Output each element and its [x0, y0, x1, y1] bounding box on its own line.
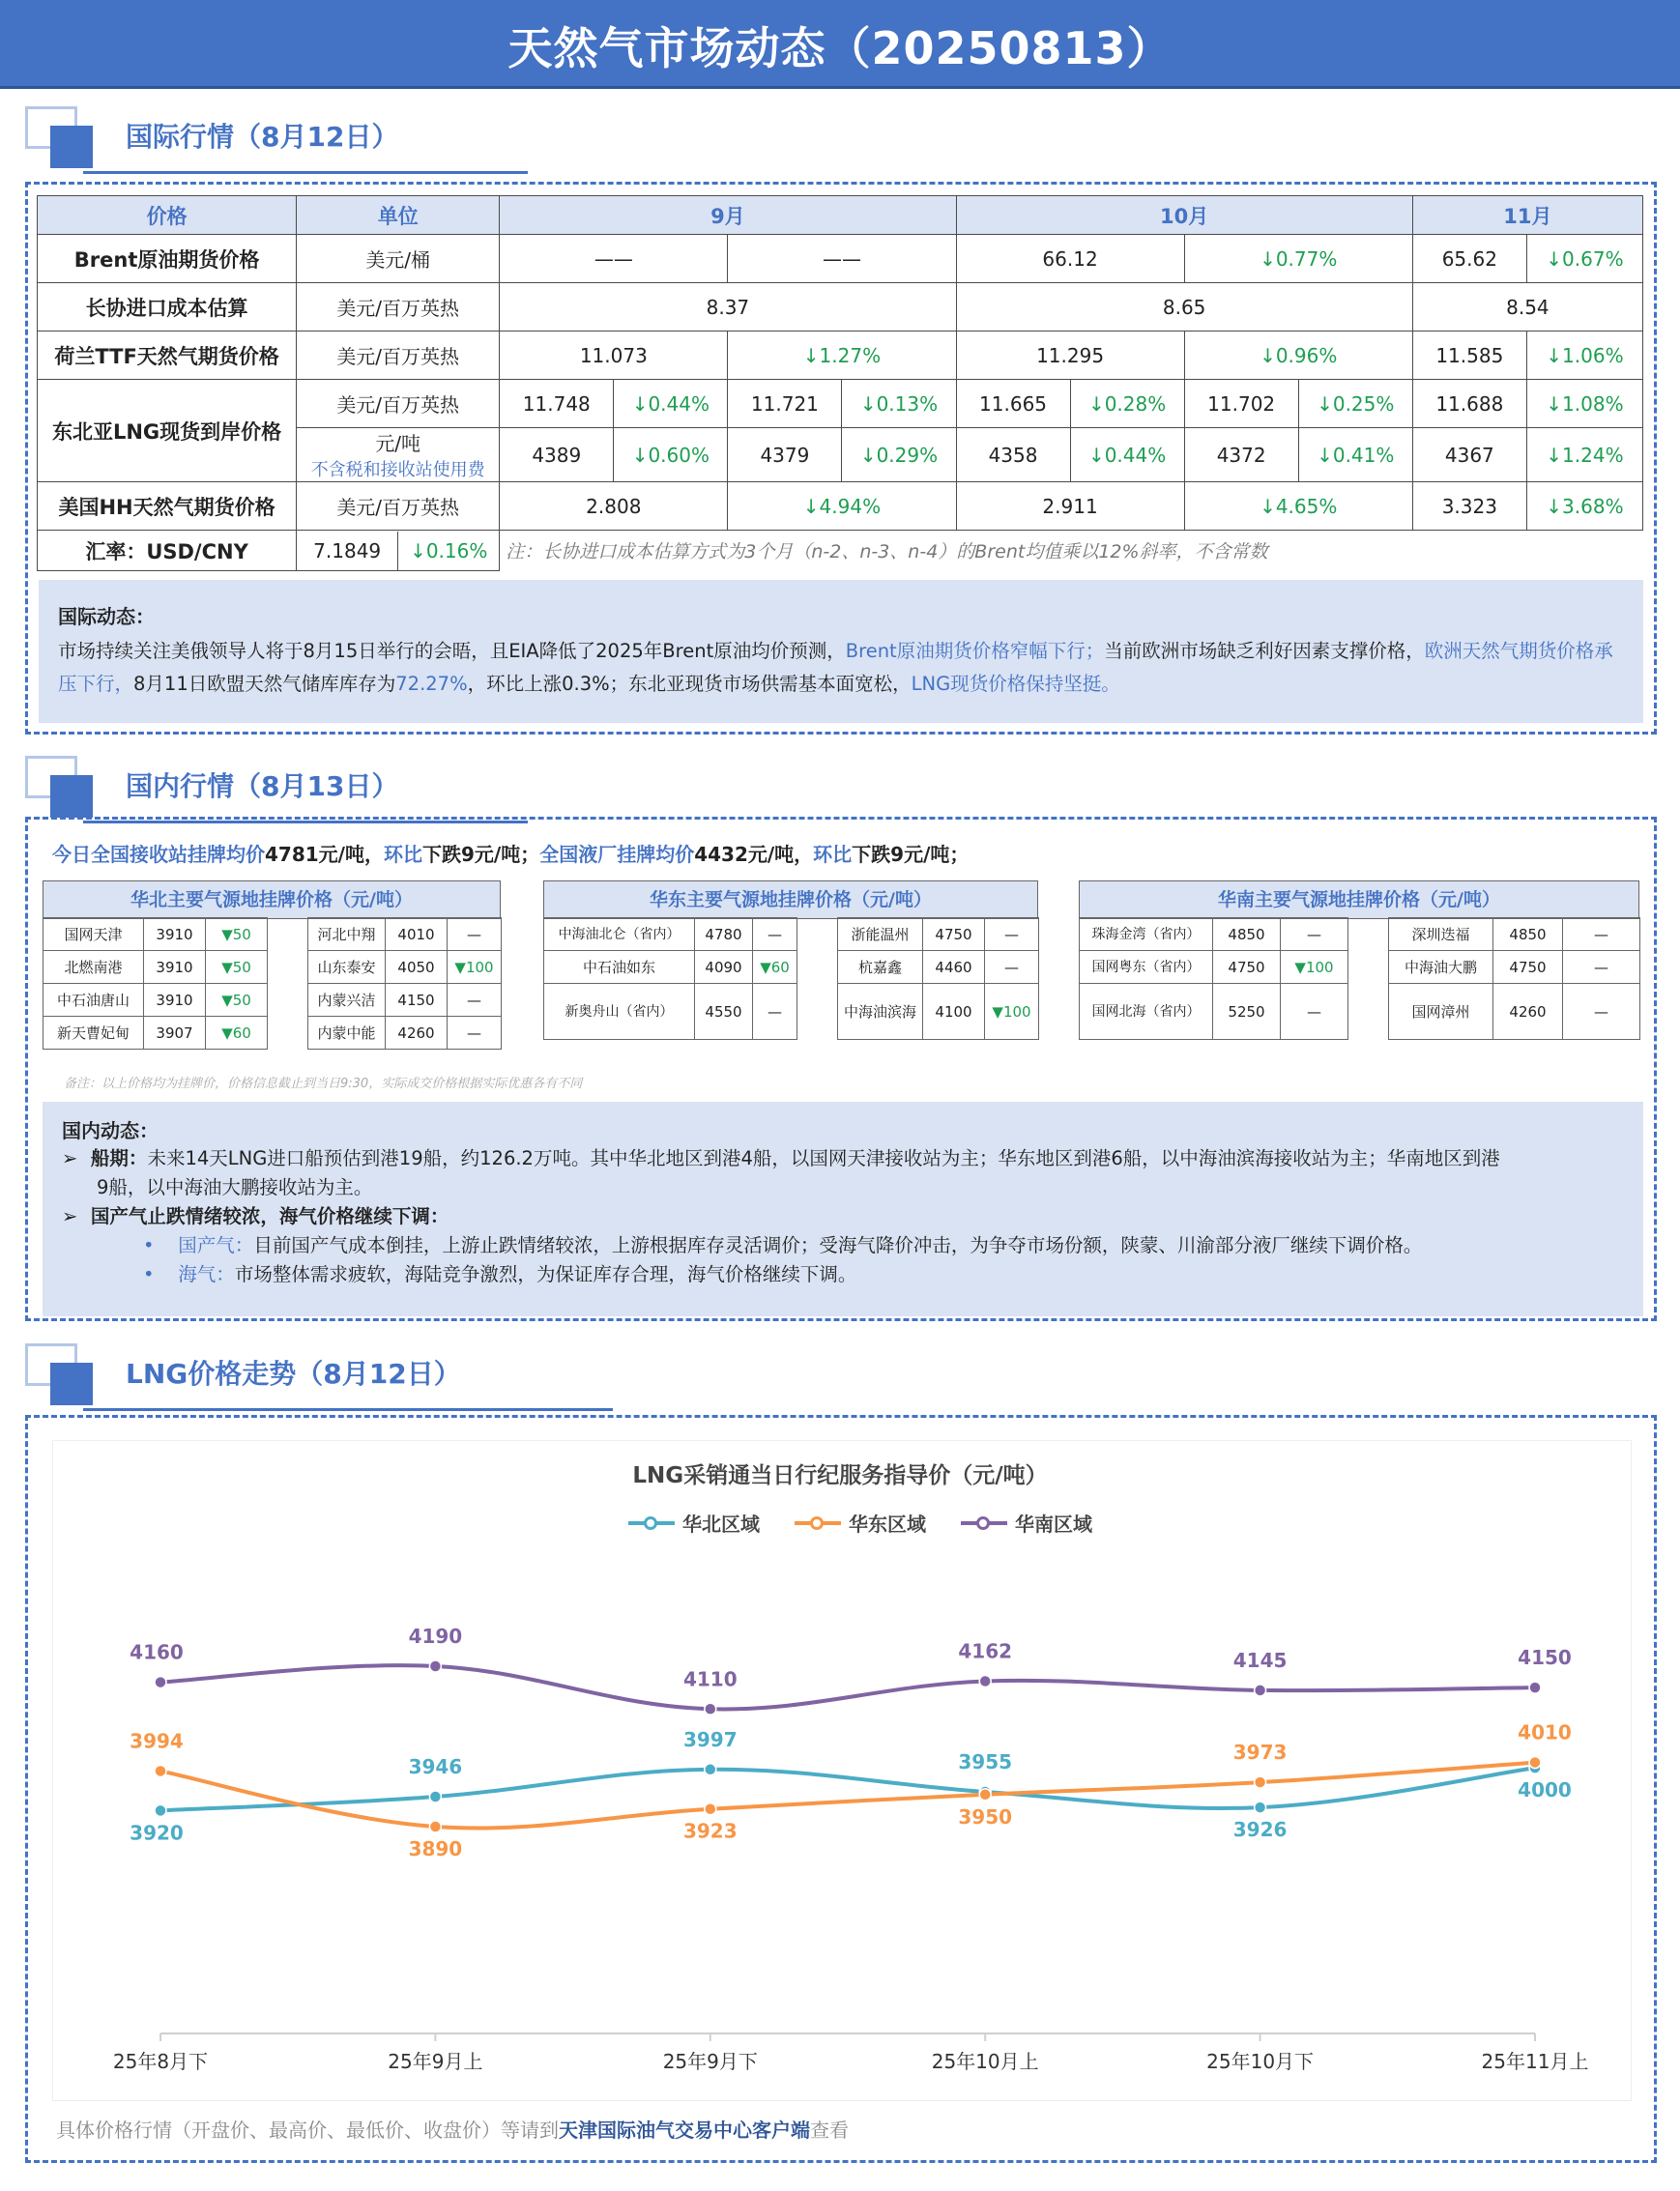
data-label: 3926: [1232, 1818, 1288, 1842]
station-change: —: [448, 1017, 502, 1050]
ne-r2-c10: ↓1.24%: [1526, 428, 1642, 482]
station-name: 中海油大鹏: [1389, 951, 1493, 984]
station-change: ▼100: [1281, 951, 1348, 984]
station-name: 新天曹妃甸: [43, 1017, 144, 1050]
brent-nov-chg: ↓0.67%: [1526, 235, 1642, 283]
station-price: 4850: [1493, 918, 1563, 951]
station-change: —: [985, 951, 1039, 984]
col-header-price: 价格: [38, 196, 297, 235]
data-point: [1255, 1802, 1266, 1813]
series-line: [160, 1768, 1535, 1810]
ne-r1-c9: 11.688: [1412, 380, 1526, 428]
x-tick-label: 25年9月下: [662, 2050, 758, 2073]
x-tick-label: 25年10月下: [1206, 2050, 1315, 2073]
brent-sep-a: ——: [500, 235, 728, 283]
brent-oct-chg: ↓0.77%: [1184, 235, 1412, 283]
trend-label: 国产气止跌情绪较浓，海气价格继续下调：: [90, 1205, 449, 1227]
data-point: [1529, 1757, 1541, 1769]
station-name: 国网粤东（省内）: [1080, 951, 1213, 984]
region-north-title: 华北主要气源地挂牌价格（元/吨）: [43, 880, 501, 919]
station-name: 国网漳州: [1389, 984, 1493, 1040]
row-label-hh: 美国HH天然气期货价格: [38, 482, 297, 531]
station-name: 内蒙中能: [308, 1017, 386, 1050]
data-label: 4145: [1232, 1648, 1288, 1672]
station-name: 中海油北仑（省内）: [544, 918, 695, 951]
bullet-arrow-icon: ➢: [62, 1147, 91, 1169]
ne-r2-c7: 4372: [1184, 428, 1298, 482]
ne-r2-c8: ↓0.41%: [1298, 428, 1412, 482]
data-point: [429, 1660, 441, 1672]
ttf-nov-chg: ↓1.06%: [1526, 332, 1642, 380]
unit-ttf: 美元/百万英热: [297, 332, 500, 380]
unit-ne-1: 美元/百万英热: [297, 380, 500, 428]
station-name: 深圳迭福: [1389, 918, 1493, 951]
cj-sep: 8.37: [500, 283, 956, 332]
intl-dynamics-heading: 国际动态：: [58, 605, 155, 628]
hh-oct: 2.911: [956, 482, 1184, 531]
row-label-ne: 东北亚LNG现货到岸价格: [38, 380, 297, 482]
hh-nov-chg: ↓3.68%: [1526, 482, 1642, 531]
ne-r1-c5: 11.665: [956, 380, 1070, 428]
data-label: 4162: [958, 1639, 1013, 1663]
col-header-sep: 9月: [500, 196, 956, 235]
ne-r2-c3: 4379: [728, 428, 842, 482]
station-price: 4050: [386, 951, 448, 984]
series-line: [160, 1763, 1535, 1829]
data-label: 3923: [682, 1819, 738, 1843]
unit-ne-2-main: 元/吨: [375, 432, 421, 455]
data-label: 4160: [130, 1640, 184, 1664]
ttf-oct: 11.295: [956, 332, 1184, 380]
data-point: [705, 1764, 716, 1775]
dom-label: 国产气：: [178, 1234, 254, 1256]
data-label: 3890: [408, 1837, 463, 1860]
data-point: [155, 1677, 166, 1688]
ne-r1-c6: ↓0.28%: [1070, 380, 1184, 428]
chart-title: LNG采销通当日行纪服务指导价（元/吨）: [632, 1463, 1048, 1488]
intl-dyn-h2: 欧洲天然气期货价格承压下行，: [58, 640, 1613, 695]
data-point: [979, 1789, 991, 1801]
intl-dyn-t4: ，环比上涨0.3%；东北亚现货市场供需基本面宽松，: [467, 673, 912, 695]
page-title: 天然气市场动态（20250813）: [507, 22, 1173, 74]
data-point: [1255, 1776, 1266, 1788]
station-price: 4550: [695, 984, 753, 1040]
ttf-oct-chg: ↓0.96%: [1184, 332, 1412, 380]
ttf-nov: 11.585: [1412, 332, 1526, 380]
unit-hh: 美元/百万英热: [297, 482, 500, 531]
ne-r1-c4: ↓0.13%: [842, 380, 956, 428]
brent-sep-b: ——: [728, 235, 956, 283]
station-change: —: [1563, 951, 1640, 984]
data-point: [429, 1791, 441, 1802]
station-name: 浙能温州: [838, 918, 923, 951]
brent-oct: 66.12: [956, 235, 1184, 283]
station-price: 4260: [1493, 984, 1563, 1040]
fx-value: 7.1849: [297, 532, 398, 570]
ne-r2-c6: ↓0.44%: [1070, 428, 1184, 482]
data-point: [705, 1803, 716, 1815]
data-label: 3950: [958, 1804, 1013, 1829]
domestic-dyn-heading: 国内动态：: [62, 1119, 159, 1142]
x-tick-label: 25年9月上: [388, 2050, 483, 2073]
section-title-intl: 国际行情（8月12日）: [126, 121, 399, 153]
sum-h: 下跌9元/吨；: [852, 843, 970, 866]
station-change: —: [448, 984, 502, 1017]
station-price: 4460: [923, 951, 985, 984]
sum-c: 环比: [383, 843, 422, 866]
dom-text: 目前国产气成本倒挂，上游止跌情绪较浓，上游根据库存灵活调价；受海气降价冲击，为争夺市场份额，陕蒙、川渝部分液厂继续下调价格。: [253, 1234, 1423, 1256]
station-price: 4780: [695, 918, 753, 951]
bullet-dot-icon: •: [143, 1263, 179, 1285]
station-price: 4750: [923, 918, 985, 951]
intl-dyn-h3: 72.27%: [395, 673, 468, 695]
ship-text1: 未来14天LNG进口船预估到港19船，约126.2万吨。其中华北地区到港4船，以国网天津接收站为主；华东地区到港6船，以中海油滨海接收站为主；华南地区到港: [147, 1147, 1500, 1169]
ne-r2-c4: ↓0.29%: [842, 428, 956, 482]
sum-b: 4781元/吨，: [265, 843, 384, 866]
station-change: —: [753, 918, 797, 951]
data-label: 3946: [408, 1755, 463, 1779]
station-change: ▼50: [206, 951, 268, 984]
fx-chg: ↓0.16%: [410, 538, 488, 562]
station-price: 4010: [386, 918, 448, 951]
station-price: 4850: [1213, 918, 1281, 951]
station-name: 中海油滨海: [838, 984, 923, 1040]
intl-note: 注：长协进口成本估算方式为3个月（n-2、n-3、n-4）的Brent均值乘以12%斜率，不含常数: [506, 541, 1268, 563]
station-change: —: [985, 918, 1039, 951]
data-label: 4110: [682, 1667, 738, 1691]
station-price: 3910: [144, 951, 206, 984]
intl-dyn-t1: 市场持续关注美俄领导人将于8月15日举行的会晤，且EIA降低了2025年Brent原油均价预测，: [58, 640, 846, 662]
data-label: 3920: [130, 1821, 184, 1845]
footer-link[interactable]: 天津国际油气交易中心客户端: [559, 2119, 810, 2142]
intl-dyn-t3: 8月11日欧盟天然气储库库存为: [133, 673, 396, 695]
hh-nov: 3.323: [1412, 482, 1526, 531]
station-name: 国网天津: [43, 918, 144, 951]
data-point: [429, 1821, 441, 1832]
hh-sep-chg: ↓4.94%: [728, 482, 956, 531]
station-price: 4750: [1213, 951, 1281, 984]
row-label-fx: 汇率：USD/CNY: [38, 531, 297, 571]
station-price: 3907: [144, 1017, 206, 1050]
data-label: 3973: [1232, 1741, 1288, 1765]
station-name: 中石油唐山: [43, 984, 144, 1017]
data-point: [1529, 1682, 1541, 1693]
ne-r1-c1: 11.748: [500, 380, 614, 428]
station-price: 4750: [1493, 951, 1563, 984]
hh-oct-chg: ↓4.65%: [1184, 482, 1412, 531]
ship-label: 船期：: [90, 1147, 148, 1169]
ttf-sep: 11.073: [500, 332, 728, 380]
station-name: 新奥舟山（省内）: [544, 984, 695, 1040]
station-change: —: [448, 918, 502, 951]
intl-dyn-h4: LNG现货价格保持坚挺。: [911, 673, 1120, 695]
ttf-sep-chg: ↓1.27%: [728, 332, 956, 380]
ship-text2: 9船，以中海油大鹏接收站为主。: [97, 1176, 373, 1198]
col-header-oct: 10月: [956, 196, 1412, 235]
series-line: [160, 1665, 1535, 1709]
data-label: 3994: [130, 1729, 184, 1753]
station-change: —: [1563, 984, 1640, 1040]
x-tick-label: 25年11月上: [1481, 2050, 1589, 2073]
station-name: 珠海金湾（省内）: [1080, 918, 1213, 951]
region-south-title: 华南主要气源地挂牌价格（元/吨）: [1079, 880, 1639, 919]
sum-e: 全国液厂挂牌均价: [539, 843, 695, 866]
station-price: 4150: [386, 984, 448, 1017]
station-change: ▼50: [206, 918, 268, 951]
data-label: 4010: [1518, 1720, 1572, 1744]
col-header-unit: 单位: [297, 196, 500, 235]
section-title-lng: LNG价格走势（8月12日）: [126, 1358, 461, 1390]
sum-a: 今日全国接收站挂牌均价: [52, 843, 265, 866]
brent-nov: 65.62: [1412, 235, 1526, 283]
col-header-nov: 11月: [1412, 196, 1642, 235]
station-change: ▼50: [206, 984, 268, 1017]
sum-g: 环比: [813, 843, 853, 866]
station-price: 3910: [144, 918, 206, 951]
price-note: 备注：以上价格均为挂牌价，价格信息截止到当日9:30，实际成交价格根据实际优惠各有不同: [64, 1077, 583, 1091]
data-point: [155, 1765, 166, 1776]
data-label: 4150: [1518, 1646, 1572, 1670]
legend-label: 华北区域: [682, 1513, 760, 1536]
sea-text: 市场整体需求疲软，海陆竞争激烈，为保证库存合理，海气价格继续下调。: [234, 1263, 857, 1285]
sum-f: 4432元/吨，: [694, 843, 814, 866]
unit-brent: 美元/桶: [297, 235, 500, 283]
station-name: 中石油如东: [544, 951, 695, 984]
sea-label: 海气：: [178, 1263, 235, 1285]
station-change: —: [1281, 918, 1348, 951]
legend-label: 华东区域: [849, 1513, 926, 1536]
station-change: ▼60: [206, 1017, 268, 1050]
station-name: 国网北海（省内）: [1080, 984, 1213, 1040]
x-tick-label: 25年10月上: [931, 2050, 1039, 2073]
region-east-title: 华东主要气源地挂牌价格（元/吨）: [543, 880, 1038, 919]
station-change: —: [1563, 918, 1640, 951]
station-change: —: [753, 984, 797, 1040]
ne-r2-c9: 4367: [1412, 428, 1526, 482]
station-price: 4260: [386, 1017, 448, 1050]
ne-r2-c1: 4389: [500, 428, 614, 482]
station-price: 3910: [144, 984, 206, 1017]
ne-r1-c3: 11.721: [728, 380, 842, 428]
station-change: ▼60: [753, 951, 797, 984]
data-label: 3997: [682, 1727, 738, 1751]
row-label-cj: 长协进口成本估算: [38, 283, 297, 332]
data-point: [979, 1675, 991, 1686]
station-name: 内蒙兴洁: [308, 984, 386, 1017]
footer: [56, 2115, 849, 2143]
station-name: 河北中翔: [308, 918, 386, 951]
unit-ne-2-sub: 不含税和接收站使用费: [310, 460, 485, 480]
ne-r1-c8: ↓0.25%: [1298, 380, 1412, 428]
station-change: —: [1281, 984, 1348, 1040]
ne-r1-c7: 11.702: [1184, 380, 1298, 428]
ne-r2-c5: 4358: [956, 428, 1070, 482]
data-label: 4190: [408, 1625, 463, 1648]
footer-a: 具体价格行情（开盘价、最高价、最低价、收盘价）等请到: [56, 2119, 559, 2142]
bullet-arrow-icon: ➢: [62, 1205, 91, 1227]
ne-r1-c10: ↓1.08%: [1526, 380, 1642, 428]
station-price: 4090: [695, 951, 753, 984]
station-change: ▼100: [448, 951, 502, 984]
legend-label: 华南区域: [1015, 1513, 1092, 1536]
row-label-ttf: 荷兰TTF天然气期货价格: [38, 332, 297, 380]
station-price: 4100: [923, 984, 985, 1040]
unit-cj: 美元/百万英热: [297, 283, 500, 332]
data-label: 3955: [958, 1750, 1013, 1774]
x-tick-label: 25年8月下: [112, 2050, 209, 2073]
data-point: [705, 1703, 716, 1715]
station-name: 山东泰安: [308, 951, 386, 984]
station-price: 5250: [1213, 984, 1281, 1040]
bullet-dot-icon: •: [143, 1234, 179, 1256]
data-point: [1255, 1685, 1266, 1696]
row-label-brent: Brent原油期货价格: [38, 235, 297, 283]
station-name: 杭嘉鑫: [838, 951, 923, 984]
hh-sep: 2.808: [500, 482, 728, 531]
station-name: 北燃南港: [43, 951, 144, 984]
data-label: 4000: [1518, 1778, 1572, 1802]
ne-r1-c2: ↓0.44%: [614, 380, 728, 428]
intl-dyn-t2: 当前欧洲市场缺乏利好因素支撑价格，: [1104, 640, 1425, 662]
cj-oct: 8.65: [956, 283, 1412, 332]
intl-dyn-h1: Brent原油期货价格窄幅下行；: [845, 640, 1105, 662]
station-change: ▼100: [985, 984, 1039, 1040]
data-point: [155, 1804, 166, 1816]
section-title-domestic: 国内行情（8月13日）: [126, 770, 399, 802]
sum-d: 下跌9元/吨；: [421, 843, 540, 866]
ne-r2-c2: ↓0.60%: [614, 428, 728, 482]
footer-c: 查看: [810, 2119, 849, 2142]
cj-nov: 8.54: [1412, 283, 1642, 332]
